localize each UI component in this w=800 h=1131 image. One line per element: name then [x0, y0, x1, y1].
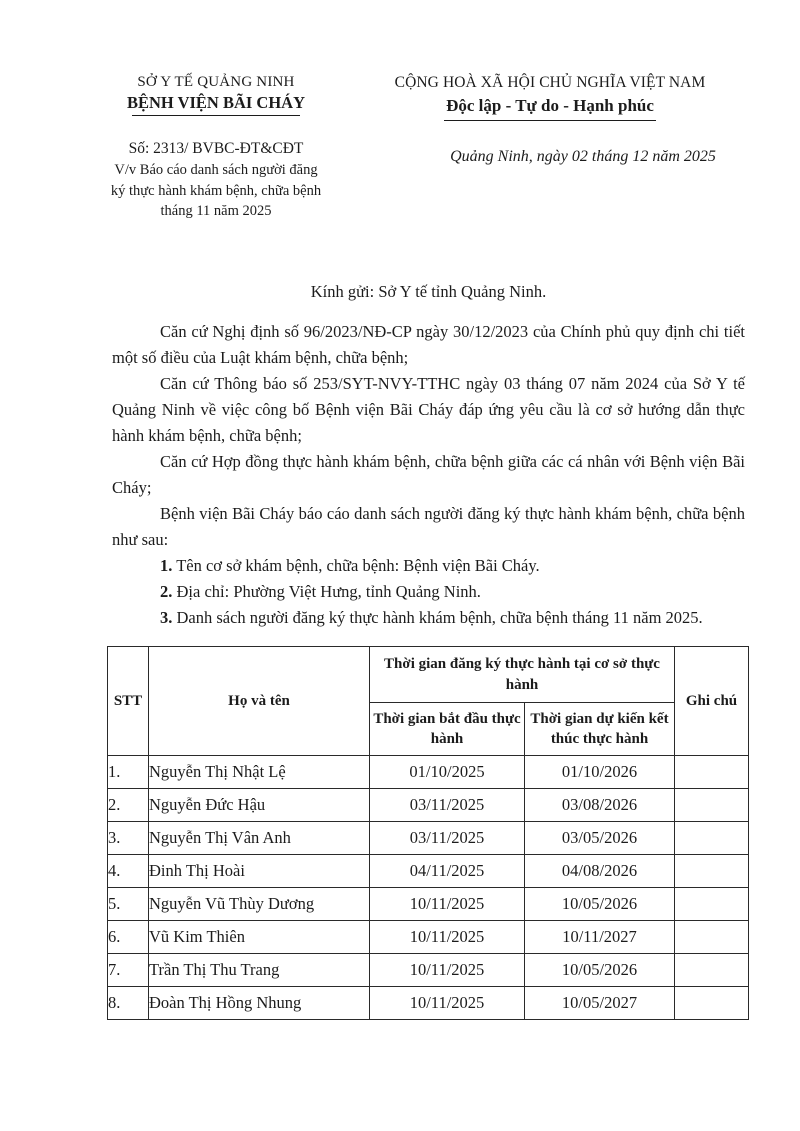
cell-start-date: 10/11/2025	[370, 987, 525, 1020]
table-row	[108, 921, 749, 954]
table-row	[108, 855, 749, 888]
doc-number: Số: 2313/ BVBC-ĐT&CĐT	[128, 140, 304, 158]
cell-note	[675, 954, 749, 987]
cell-stt: 8.	[108, 987, 149, 1020]
cell-name: Nguyễn Thị Nhật Lệ	[149, 756, 370, 789]
item-1-text: Tên cơ sở khám bệnh, chữa bệnh: Bệnh viện Bãi Cháy.	[172, 556, 540, 575]
legal-basis-paragraph-3: Căn cứ Hợp đồng thực hành khám bệnh, chữa bệnh giữa các cá nhân với Bệnh viện Bãi Cháy;	[112, 452, 745, 497]
national-motto-line	[350, 96, 750, 121]
cell-end-date: 10/11/2027	[525, 921, 675, 954]
place-date-line: Quảng Ninh, ngày 02 tháng 12 năm 2025	[450, 148, 716, 166]
cell-note	[675, 789, 749, 822]
issuer-org-name: BỆNH VIỆN BÃI CHÁY	[126, 92, 306, 112]
legal-basis-paragraph-1: Căn cứ Nghị định số 96/2023/NĐ-CP ngày 30/12/2023 của Chính phủ quy định chi tiết một số điều của Luật khám bệnh, chữa bệnh;	[112, 322, 745, 367]
cell-name: Vũ Kim Thiên	[149, 921, 370, 954]
cell-start-date: 10/11/2025	[370, 954, 525, 987]
cell-note	[675, 756, 749, 789]
paragraphs	[112, 319, 745, 631]
cell-stt: 1.	[108, 756, 149, 789]
issuer-parent-org: SỞ Y TẾ QUẢNG NINH	[137, 74, 295, 90]
doc-subject-line-2: ký thực hành khám bệnh, chữa bệnh	[110, 182, 322, 199]
cell-name: Nguyễn Đức Hậu	[149, 789, 370, 822]
cell-name: Nguyễn Vũ Thùy Dương	[149, 888, 370, 921]
salutation: Kính gửi: Sở Y tế tỉnh Quảng Ninh.	[310, 282, 547, 301]
cell-note	[675, 921, 749, 954]
national-block	[350, 73, 750, 222]
cell-start-date: 04/11/2025	[370, 855, 525, 888]
cell-note	[675, 987, 749, 1020]
table-header-note: Ghi chú	[675, 647, 749, 756]
doc-subject-line-1: V/v Báo cáo danh sách người đăng	[114, 162, 318, 179]
cell-stt: 4.	[108, 855, 149, 888]
cell-name: Nguyễn Thị Vân Anh	[149, 822, 370, 855]
item-1-number: 1.	[160, 556, 173, 575]
cell-note	[675, 855, 749, 888]
letterhead	[0, 0, 800, 222]
doc-subject-line-3: tháng 11 năm 2025	[160, 203, 272, 220]
cell-end-date: 10/05/2026	[525, 888, 675, 921]
table-header-time-group: Thời gian đăng ký thực hành tại cơ sở thực hành	[370, 647, 675, 703]
practice-registration-table	[107, 646, 749, 1020]
table-row	[108, 888, 749, 921]
cell-note	[675, 822, 749, 855]
cell-stt: 6.	[108, 921, 149, 954]
table-header-start-time: Thời gian bắt đầu thực hành	[370, 703, 525, 756]
table-row	[108, 822, 749, 855]
cell-end-date: 10/05/2026	[525, 954, 675, 987]
cell-start-date: 10/11/2025	[370, 921, 525, 954]
cell-start-date: 03/11/2025	[370, 789, 525, 822]
table-header-stt: STT	[108, 647, 149, 756]
cell-start-date: 10/11/2025	[370, 888, 525, 921]
table-header-end-time: Thời gian dự kiến kết thúc thực hành	[525, 703, 675, 756]
national-motto-text: Độc lập - Tự do - Hạnh phúc	[444, 96, 656, 121]
cell-stt: 7.	[108, 954, 149, 987]
cell-end-date: 10/05/2027	[525, 987, 675, 1020]
legal-basis-paragraph-2: Căn cứ Thông báo số 253/SYT-NVY-TTHC ngày 03 tháng 07 năm 2024 của Sở Y tế Quảng Ninh về việc công bố Bệnh viện Bãi Cháy đáp ứng yêu cầu là cơ sở hướng dẫn thực hành khám bệnh, chữa bệnh;	[112, 374, 745, 445]
cell-name: Đoàn Thị Hồng Nhung	[149, 987, 370, 1020]
table-row	[108, 789, 749, 822]
cell-start-date: 03/11/2025	[370, 822, 525, 855]
cell-end-date: 03/08/2026	[525, 789, 675, 822]
practice-registration-table-wrap	[107, 646, 800, 1020]
numbered-item-3	[112, 605, 745, 631]
cell-stt: 5.	[108, 888, 149, 921]
report-intro-paragraph: Bệnh viện Bãi Cháy báo cáo danh sách người đăng ký thực hành khám bệnh, chữa bệnh như sau:	[112, 504, 745, 549]
table-row	[108, 987, 749, 1020]
table-row	[108, 756, 749, 789]
issuer-block	[82, 73, 350, 222]
numbered-item-1	[112, 553, 745, 579]
cell-end-date: 01/10/2026	[525, 756, 675, 789]
cell-stt: 3.	[108, 822, 149, 855]
report-table-body	[108, 756, 749, 1020]
cell-stt: 2.	[108, 789, 149, 822]
national-header-line: CỘNG HOÀ XÃ HỘI CHỦ NGHĨA VIỆT NAM	[394, 74, 706, 91]
cell-name: Trần Thị Thu Trang	[149, 954, 370, 987]
table-header	[108, 647, 749, 756]
item-3-number: 3.	[160, 608, 173, 627]
cell-end-date: 04/08/2026	[525, 855, 675, 888]
cell-end-date: 03/05/2026	[525, 822, 675, 855]
document-body	[0, 282, 800, 631]
item-2-text: Địa chỉ: Phường Việt Hưng, tỉnh Quảng Ninh.	[172, 582, 481, 601]
doc-subject	[82, 160, 350, 222]
table-header-name: Họ và tên	[149, 647, 370, 756]
item-2-number: 2.	[160, 582, 173, 601]
cell-note	[675, 888, 749, 921]
cell-start-date: 01/10/2025	[370, 756, 525, 789]
org-name-underline	[132, 115, 300, 116]
table-row	[108, 954, 749, 987]
cell-name: Đinh Thị Hoài	[149, 855, 370, 888]
item-3-text: Danh sách người đăng ký thực hành khám bệnh, chữa bệnh tháng 11 năm 2025.	[172, 608, 703, 627]
numbered-item-2	[112, 579, 745, 605]
